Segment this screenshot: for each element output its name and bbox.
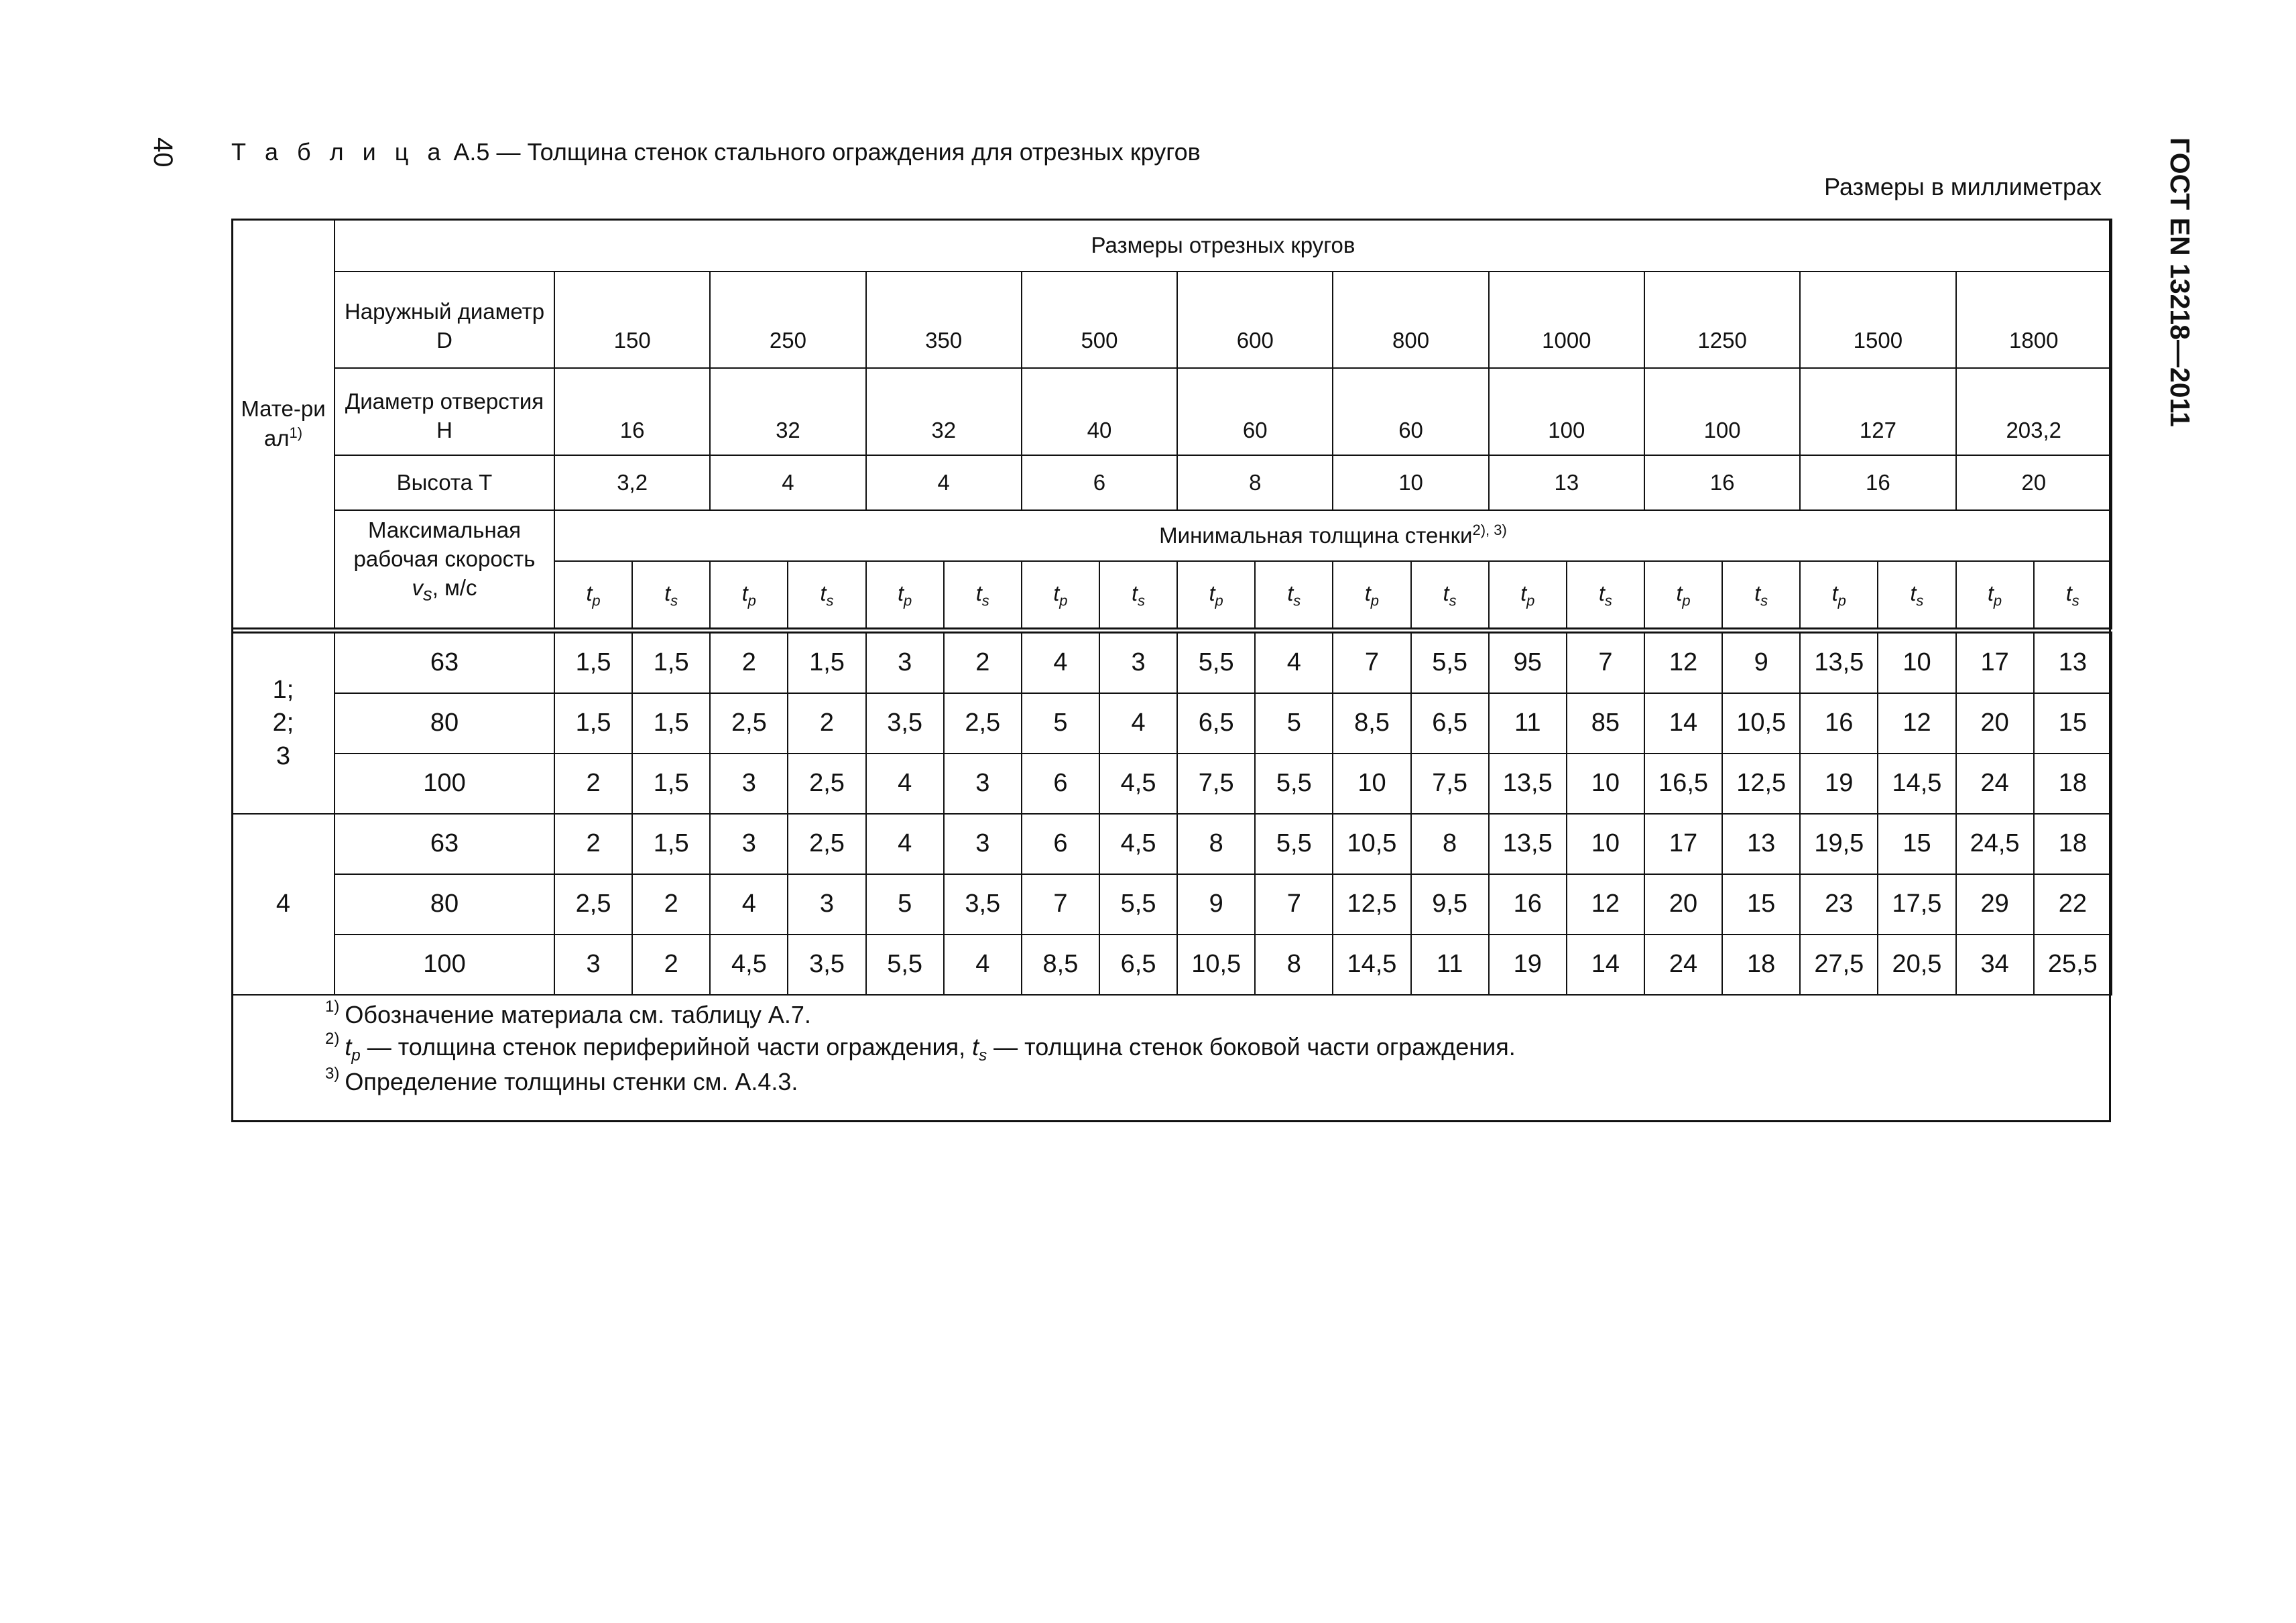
height-value: 4 <box>710 455 865 510</box>
speed-value: 80 <box>335 874 554 935</box>
thickness-value: 5 <box>866 874 944 935</box>
thickness-value: 1,5 <box>632 631 710 694</box>
thickness-value: 18 <box>1722 935 1800 995</box>
thickness-value: 3 <box>710 754 788 814</box>
thickness-value: 10,5 <box>1177 935 1255 995</box>
thickness-value: 19,5 <box>1800 814 1878 874</box>
thickness-value: 7 <box>1255 874 1333 935</box>
hole-diameter-value: 32 <box>866 368 1022 455</box>
material-value: 1; 2; 3 <box>232 631 335 815</box>
thickness-value: 16 <box>1800 693 1878 754</box>
thickness-value: 14,5 <box>1333 935 1410 995</box>
ts-header: $t_s$ <box>632 561 710 631</box>
height-value: 16 <box>1800 455 1955 510</box>
caption-label: Т а б л и ц а <box>231 138 447 166</box>
thickness-value: 3,5 <box>788 935 865 995</box>
tp-header: $t_p$ <box>1177 561 1255 631</box>
thickness-value: 6 <box>1022 814 1099 874</box>
thickness-value: 20 <box>1956 693 2034 754</box>
thickness-value: 17 <box>1644 814 1722 874</box>
thickness-value: 17,5 <box>1878 874 1955 935</box>
thickness-value: 19 <box>1800 754 1878 814</box>
tp-header: $t_p$ <box>866 561 944 631</box>
tp-header: $t_p$ <box>1644 561 1722 631</box>
hole-diameter-value: 100 <box>1489 368 1644 455</box>
thickness-value: 13 <box>2034 631 2112 694</box>
thickness-value: 2 <box>710 631 788 694</box>
thickness-value: 16,5 <box>1644 754 1722 814</box>
thickness-value: 9 <box>1722 631 1800 694</box>
thickness-value: 22 <box>2034 874 2112 935</box>
thickness-value: 8,5 <box>1333 693 1410 754</box>
thickness-value: 5,5 <box>1255 814 1333 874</box>
speed-label: Максимальная рабочая скорость $v_s$, м/с <box>335 510 554 631</box>
speed-value: 100 <box>335 935 554 995</box>
thickness-value: 4 <box>1255 631 1333 694</box>
thickness-value: 12,5 <box>1722 754 1800 814</box>
thickness-value: 25,5 <box>2034 935 2112 995</box>
outer-diameter-value: 350 <box>866 272 1022 368</box>
tp-header: $t_p$ <box>1333 561 1410 631</box>
thickness-value: 3 <box>866 631 944 694</box>
table-caption <box>231 138 1201 166</box>
thickness-value: 2 <box>788 693 865 754</box>
thickness-value: 17 <box>1956 631 2034 694</box>
hole-diameter-value: 32 <box>710 368 865 455</box>
outer-diameter-value: 800 <box>1333 272 1488 368</box>
thickness-value: 1,5 <box>632 693 710 754</box>
outer-diameter-label: Наружный диаметр D <box>335 272 554 368</box>
thickness-value: 1,5 <box>554 693 632 754</box>
thickness-value: 3 <box>944 814 1022 874</box>
thickness-value: 24,5 <box>1956 814 2034 874</box>
thickness-value: 4,5 <box>1099 754 1177 814</box>
thickness-value: 6,5 <box>1177 693 1255 754</box>
thickness-value: 24 <box>1644 935 1722 995</box>
tp-header: $t_p$ <box>710 561 788 631</box>
thickness-value: 2,5 <box>788 814 865 874</box>
thickness-value: 15 <box>2034 693 2112 754</box>
thickness-value: 10 <box>1333 754 1410 814</box>
thickness-value: 7 <box>1022 874 1099 935</box>
thickness-value: 3,5 <box>866 693 944 754</box>
outer-diameter-value: 1500 <box>1800 272 1955 368</box>
thickness-value: 20,5 <box>1878 935 1955 995</box>
thickness-value: 2,5 <box>944 693 1022 754</box>
thickness-value: 2 <box>944 631 1022 694</box>
height-value: 3,2 <box>554 455 710 510</box>
thickness-value: 4 <box>1022 631 1099 694</box>
thickness-value: 27,5 <box>1800 935 1878 995</box>
thickness-value: 85 <box>1567 693 1644 754</box>
table-frame <box>231 219 2111 1122</box>
thickness-value: 7 <box>1567 631 1644 694</box>
thickness-value: 5,5 <box>1099 874 1177 935</box>
thickness-value: 1,5 <box>788 631 865 694</box>
thickness-value: 11 <box>1411 935 1489 995</box>
thickness-value: 34 <box>1956 935 2034 995</box>
height-value: 8 <box>1177 455 1333 510</box>
thickness-value: 23 <box>1800 874 1878 935</box>
footnote-3: $^{3)}$ Определение толщины стенки см. А.4.3. <box>325 1065 798 1096</box>
height-value: 10 <box>1333 455 1488 510</box>
caption-text: А.5 — Толщина стенок стального ограждения для отрезных кругов <box>453 138 1201 166</box>
speed-value: 63 <box>335 814 554 874</box>
thickness-value: 15 <box>1878 814 1955 874</box>
thickness-value: 95 <box>1489 631 1567 694</box>
thickness-value: 2,5 <box>788 754 865 814</box>
thickness-value: 12 <box>1878 693 1955 754</box>
height-label: Высота T <box>335 455 554 510</box>
thickness-value: 5,5 <box>866 935 944 995</box>
ts-header: $t_s$ <box>1567 561 1644 631</box>
units-note: Размеры в миллиметрах <box>1824 173 2102 200</box>
outer-diameter-value: 1000 <box>1489 272 1644 368</box>
thickness-value: 9,5 <box>1411 874 1489 935</box>
page-number: 40 <box>148 137 178 168</box>
thickness-value: 15 <box>1722 874 1800 935</box>
thickness-value: 4 <box>944 935 1022 995</box>
thickness-value: 6,5 <box>1099 935 1177 995</box>
outer-diameter-value: 500 <box>1022 272 1177 368</box>
ts-header: $t_s$ <box>1722 561 1800 631</box>
thickness-value: 4 <box>866 754 944 814</box>
hole-diameter-value: 60 <box>1333 368 1488 455</box>
thickness-value: 8 <box>1411 814 1489 874</box>
hole-diameter-value: 203,2 <box>1956 368 2112 455</box>
material-header: Мате-риал$^{1)}$ <box>232 219 335 631</box>
thickness-value: 10 <box>1878 631 1955 694</box>
thickness-value: 13,5 <box>1800 631 1878 694</box>
thickness-value: 5 <box>1022 693 1099 754</box>
thickness-value: 4 <box>866 814 944 874</box>
footnotes <box>325 999 1516 1098</box>
thickness-value: 1,5 <box>554 631 632 694</box>
thickness-value: 19 <box>1489 935 1567 995</box>
hole-diameter-value: 60 <box>1177 368 1333 455</box>
thickness-value: 14,5 <box>1878 754 1955 814</box>
tp-header: $t_p$ <box>554 561 632 631</box>
thickness-value: 14 <box>1644 693 1722 754</box>
thickness-value: 16 <box>1489 874 1567 935</box>
tp-header: $t_p$ <box>1800 561 1878 631</box>
thickness-value: 5,5 <box>1255 754 1333 814</box>
thickness-value: 4,5 <box>710 935 788 995</box>
thickness-value: 5 <box>1255 693 1333 754</box>
ts-header: $t_s$ <box>1255 561 1333 631</box>
outer-diameter-value: 1800 <box>1956 272 2112 368</box>
footnote-1: $^{1)}$ Обозначение материала см. таблицу А.7. <box>325 998 811 1028</box>
ts-header: $t_s$ <box>1099 561 1177 631</box>
thickness-value: 3 <box>554 935 632 995</box>
thickness-value: 8 <box>1177 814 1255 874</box>
thickness-value: 2 <box>554 754 632 814</box>
thickness-value: 8 <box>1255 935 1333 995</box>
ts-header: $t_s$ <box>1411 561 1489 631</box>
hole-diameter-value: 40 <box>1022 368 1177 455</box>
min-thickness-header: Минимальная толщина стенки$^{2), 3)}$ <box>554 510 2112 561</box>
outer-diameter-value: 1250 <box>1644 272 1800 368</box>
height-value: 6 <box>1022 455 1177 510</box>
ts-header: $t_s$ <box>1878 561 1955 631</box>
thickness-value: 4,5 <box>1099 814 1177 874</box>
thickness-value: 14 <box>1567 935 1644 995</box>
height-value: 13 <box>1489 455 1644 510</box>
thickness-value: 5,5 <box>1411 631 1489 694</box>
thickness-value: 10,5 <box>1722 693 1800 754</box>
tp-header: $t_p$ <box>1489 561 1567 631</box>
thickness-value: 1,5 <box>632 754 710 814</box>
thickness-value: 29 <box>1956 874 2034 935</box>
material-value: 4 <box>232 814 335 995</box>
thickness-value: 20 <box>1644 874 1722 935</box>
group-header: Размеры отрезных кругов <box>335 219 2112 272</box>
thickness-value: 12 <box>1567 874 1644 935</box>
tp-header: $t_p$ <box>1022 561 1099 631</box>
thickness-value: 3 <box>788 874 865 935</box>
thickness-value: 18 <box>2034 754 2112 814</box>
thickness-value: 10 <box>1567 814 1644 874</box>
ts-header: $t_s$ <box>2034 561 2112 631</box>
thickness-value: 13 <box>1722 814 1800 874</box>
thickness-value: 2,5 <box>554 874 632 935</box>
thickness-value: 10 <box>1567 754 1644 814</box>
thickness-value: 10,5 <box>1333 814 1410 874</box>
thickness-value: 2 <box>632 935 710 995</box>
thickness-value: 11 <box>1489 693 1567 754</box>
height-value: 4 <box>866 455 1022 510</box>
thickness-value: 3 <box>1099 631 1177 694</box>
thickness-value: 3,5 <box>944 874 1022 935</box>
tp-header: $t_p$ <box>1956 561 2034 631</box>
thickness-value: 24 <box>1956 754 2034 814</box>
height-value: 16 <box>1644 455 1800 510</box>
outer-diameter-value: 600 <box>1177 272 1333 368</box>
thickness-value: 5,5 <box>1177 631 1255 694</box>
height-value: 20 <box>1956 455 2112 510</box>
hole-diameter-value: 16 <box>554 368 710 455</box>
thickness-value: 7 <box>1333 631 1410 694</box>
thickness-value: 18 <box>2034 814 2112 874</box>
hole-diameter-value: 100 <box>1644 368 1800 455</box>
thickness-value: 4 <box>1099 693 1177 754</box>
thickness-value: 3 <box>710 814 788 874</box>
thickness-value: 7,5 <box>1411 754 1489 814</box>
standard-id: ГОСТ EN 13218—2011 <box>2165 137 2195 427</box>
thickness-value: 6 <box>1022 754 1099 814</box>
hole-diameter-value: 127 <box>1800 368 1955 455</box>
thickness-value: 1,5 <box>632 814 710 874</box>
outer-diameter-value: 250 <box>710 272 865 368</box>
hole-diameter-label: Диаметр отверстия H <box>335 368 554 455</box>
thickness-value: 12 <box>1644 631 1722 694</box>
thickness-value: 2,5 <box>710 693 788 754</box>
thickness-value: 2 <box>554 814 632 874</box>
speed-value: 63 <box>335 631 554 694</box>
ts-header: $t_s$ <box>944 561 1022 631</box>
thickness-value: 3 <box>944 754 1022 814</box>
speed-value: 100 <box>335 754 554 814</box>
footnote-2: $^{2)}$ $t_p$ — толщина стенок периферийной части ограждения, $t_s$ — толщина стенок боковой части ограждения. <box>325 1029 1516 1065</box>
thickness-value: 9 <box>1177 874 1255 935</box>
thickness-value: 6,5 <box>1411 693 1489 754</box>
thickness-value: 13,5 <box>1489 754 1567 814</box>
thickness-value: 12,5 <box>1333 874 1410 935</box>
thickness-value: 8,5 <box>1022 935 1099 995</box>
thickness-value: 7,5 <box>1177 754 1255 814</box>
thickness-value: 13,5 <box>1489 814 1567 874</box>
speed-value: 80 <box>335 693 554 754</box>
thickness-value: 2 <box>632 874 710 935</box>
ts-header: $t_s$ <box>788 561 865 631</box>
outer-diameter-value: 150 <box>554 272 710 368</box>
thickness-value: 4 <box>710 874 788 935</box>
